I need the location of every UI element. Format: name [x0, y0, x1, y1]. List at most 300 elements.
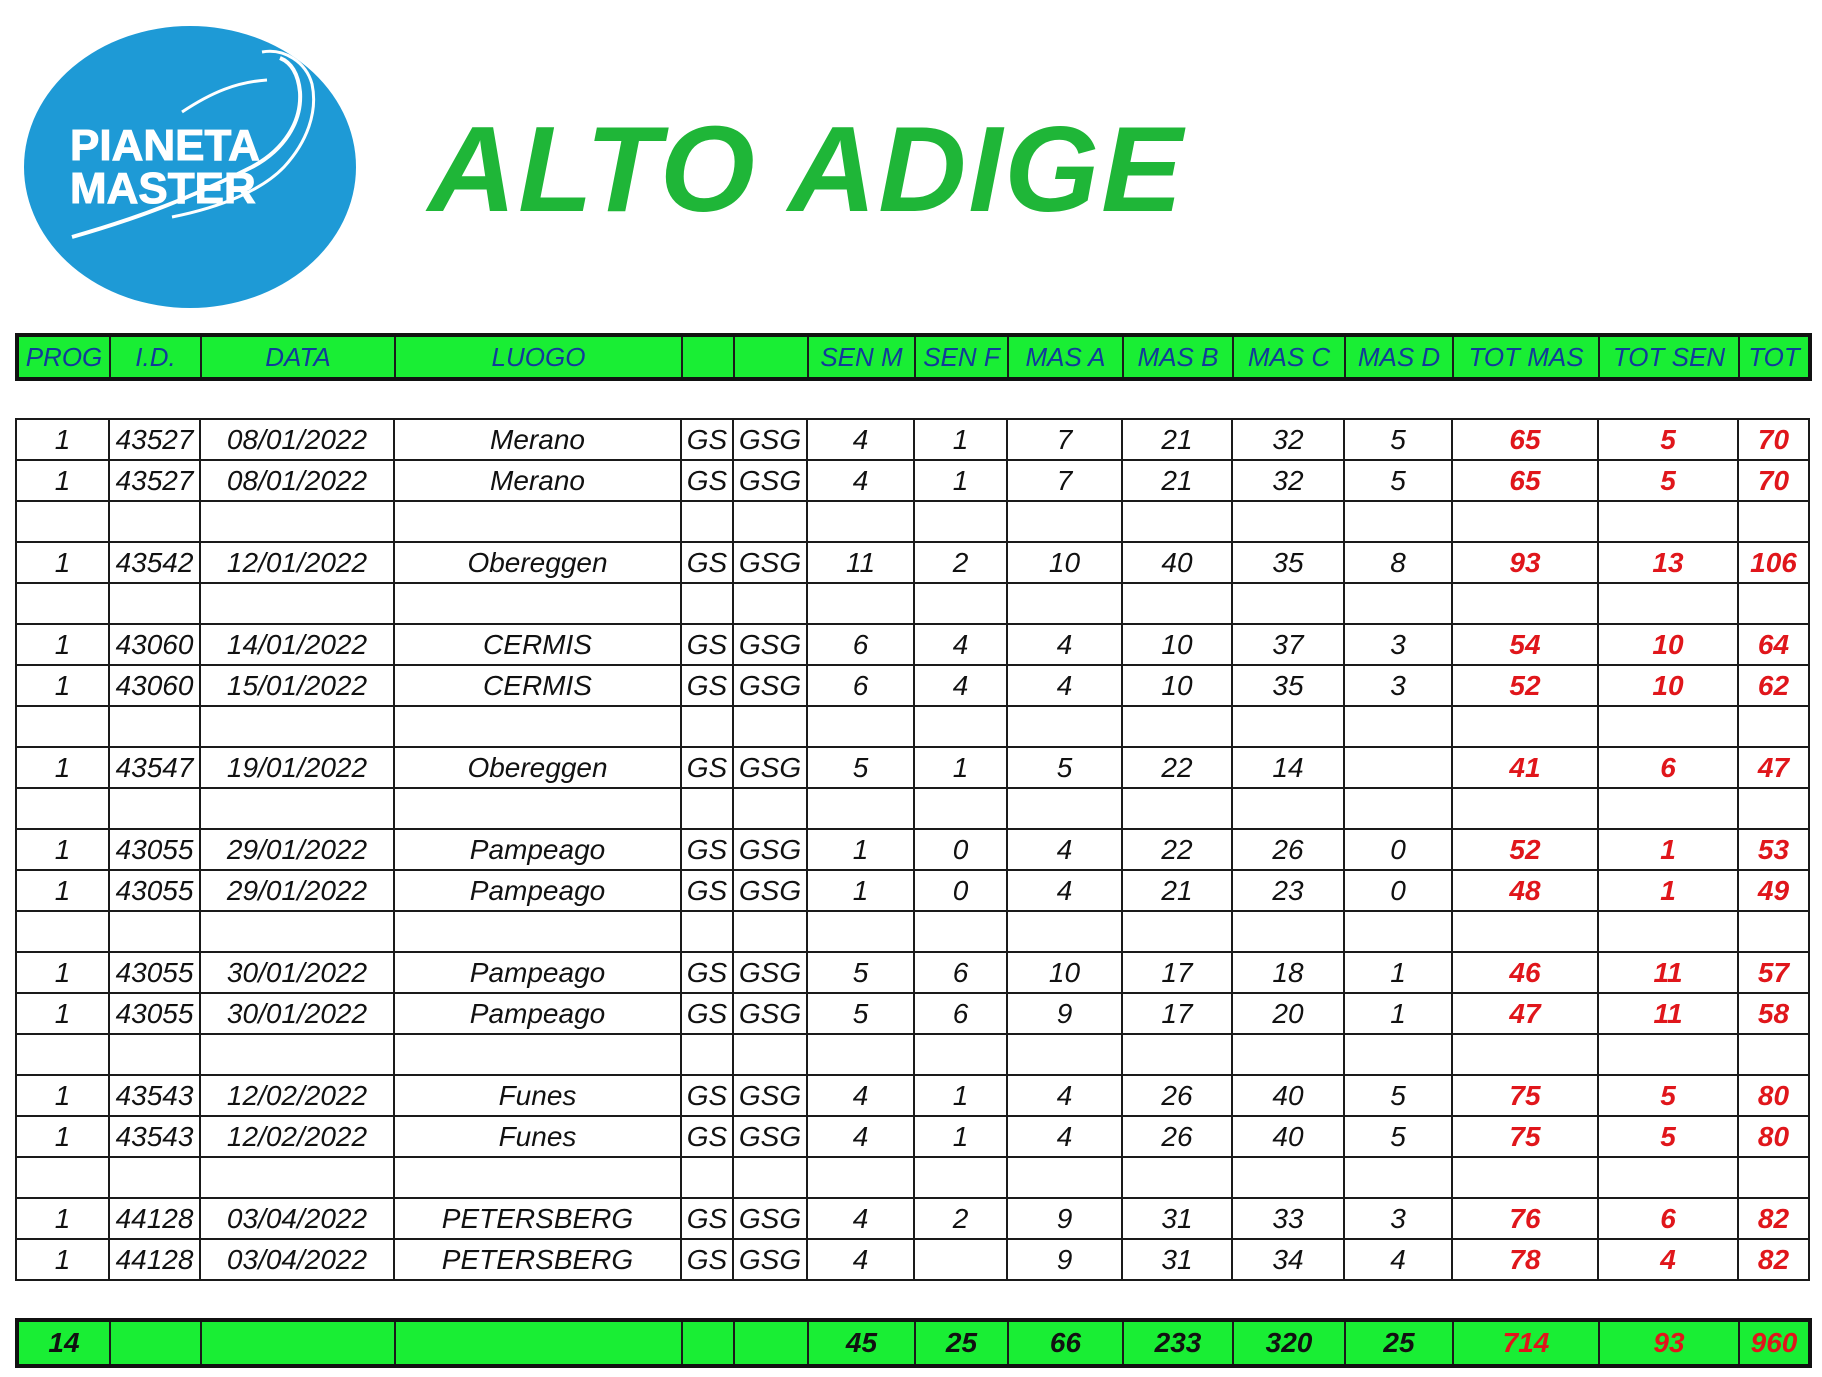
table-cell: 47 — [1452, 993, 1598, 1034]
table-cell: 9 — [1007, 1239, 1122, 1280]
table-cell — [200, 501, 394, 542]
page-title: ALTO ADIGE — [428, 101, 1185, 237]
table-cell: GSG — [733, 993, 807, 1034]
table-cell: 5 — [1598, 419, 1738, 460]
table-row — [16, 1198, 1809, 1239]
table-cell: 40 — [1232, 1116, 1344, 1157]
table-cell: 5 — [1007, 747, 1122, 788]
table-cell: 22 — [1122, 829, 1232, 870]
totals-cell: 714 — [1453, 1320, 1599, 1366]
table-cell: 58 — [1738, 993, 1809, 1034]
table-row — [16, 665, 1809, 706]
table-cell — [681, 583, 733, 624]
table-cell — [733, 1034, 807, 1075]
table-cell: 08/01/2022 — [200, 460, 394, 501]
table-row — [16, 952, 1809, 993]
table-cell — [16, 1157, 109, 1198]
header-cell — [734, 335, 808, 379]
table-cell: GS — [681, 665, 733, 706]
table-cell: Merano — [394, 460, 681, 501]
table-cell: 03/04/2022 — [200, 1239, 394, 1280]
table-cell — [1738, 706, 1809, 747]
table-cell: 08/01/2022 — [200, 419, 394, 460]
table-cell: 52 — [1452, 829, 1598, 870]
table-cell: 43055 — [109, 829, 200, 870]
table-cell — [1344, 747, 1452, 788]
totals-cell — [110, 1320, 201, 1366]
table-cell — [109, 501, 200, 542]
table-cell: CERMIS — [394, 665, 681, 706]
table-cell — [1452, 1034, 1598, 1075]
table-cell: GSG — [733, 460, 807, 501]
table-cell — [16, 788, 109, 829]
table-cell: 22 — [1122, 747, 1232, 788]
table-cell: 5 — [807, 747, 914, 788]
table-cell — [1452, 1157, 1598, 1198]
table-cell: 5 — [1598, 460, 1738, 501]
table-cell — [807, 1157, 914, 1198]
table-cell: 9 — [1007, 1198, 1122, 1239]
table-cell — [1598, 501, 1738, 542]
table-cell: 21 — [1122, 460, 1232, 501]
table-cell: 21 — [1122, 870, 1232, 911]
header-cell: MAS D — [1345, 335, 1453, 379]
table-cell: 1 — [16, 1116, 109, 1157]
table-cell: 17 — [1122, 993, 1232, 1034]
table-cell: 65 — [1452, 419, 1598, 460]
totals-cell — [201, 1320, 395, 1366]
table-cell: 1 — [16, 747, 109, 788]
table-cell — [394, 788, 681, 829]
table-cell — [16, 706, 109, 747]
table-cell: GS — [681, 1239, 733, 1280]
header-cell: MAS B — [1123, 335, 1233, 379]
table-cell: GS — [681, 829, 733, 870]
table-cell: Pampeago — [394, 870, 681, 911]
totals-cell: 45 — [808, 1320, 915, 1366]
table-cell — [1452, 583, 1598, 624]
table-cell — [394, 583, 681, 624]
table-cell: 70 — [1738, 460, 1809, 501]
table-cell: 1 — [807, 870, 914, 911]
table-cell — [1232, 706, 1344, 747]
table-cell — [914, 583, 1007, 624]
table-cell — [16, 1034, 109, 1075]
table-cell: GSG — [733, 542, 807, 583]
table-cell — [1007, 1034, 1122, 1075]
table-cell: 1 — [1598, 829, 1738, 870]
table-cell: 43547 — [109, 747, 200, 788]
table-cell: 31 — [1122, 1239, 1232, 1280]
table-row — [16, 1116, 1809, 1157]
table-cell — [807, 583, 914, 624]
table-cell: Funes — [394, 1116, 681, 1157]
table-cell — [1344, 1157, 1452, 1198]
table-cell: GS — [681, 1116, 733, 1157]
table-cell: 19/01/2022 — [200, 747, 394, 788]
table-cell: 46 — [1452, 952, 1598, 993]
table-cell — [1738, 911, 1809, 952]
table-cell: 65 — [1452, 460, 1598, 501]
table-cell — [1738, 1157, 1809, 1198]
table-cell: 82 — [1738, 1239, 1809, 1280]
table-cell: GSG — [733, 624, 807, 665]
table-cell: 26 — [1122, 1116, 1232, 1157]
table-cell: GSG — [733, 1116, 807, 1157]
table-cell: 80 — [1738, 1116, 1809, 1157]
table-cell: 4 — [1007, 870, 1122, 911]
table-cell: GSG — [733, 1075, 807, 1116]
table-cell: 6 — [807, 665, 914, 706]
table-cell: Obereggen — [394, 747, 681, 788]
table-cell — [807, 788, 914, 829]
table-cell — [914, 501, 1007, 542]
table-cell: 52 — [1452, 665, 1598, 706]
table-cell: 13 — [1598, 542, 1738, 583]
totals-cell: 25 — [1345, 1320, 1453, 1366]
table-cell: 5 — [1344, 1116, 1452, 1157]
header-cell: TOT MAS — [1453, 335, 1599, 379]
table-cell — [1344, 1034, 1452, 1075]
table-cell: 4 — [807, 419, 914, 460]
table-cell — [200, 788, 394, 829]
table-cell — [914, 706, 1007, 747]
table-cell — [1738, 1034, 1809, 1075]
table-cell — [681, 501, 733, 542]
table-cell: GSG — [733, 1198, 807, 1239]
table-cell: 43060 — [109, 624, 200, 665]
table-cell — [681, 706, 733, 747]
totals-cell: 66 — [1008, 1320, 1123, 1366]
table-cell: GSG — [733, 829, 807, 870]
table-cell: GS — [681, 952, 733, 993]
totals-cell — [734, 1320, 808, 1366]
blank-row — [16, 1034, 1809, 1075]
table-cell: 43527 — [109, 419, 200, 460]
table-row — [16, 624, 1809, 665]
header-table — [15, 333, 1812, 381]
table-cell: 32 — [1232, 460, 1344, 501]
table-cell: 2 — [914, 1198, 1007, 1239]
totals-cell — [395, 1320, 682, 1366]
table-cell: 10 — [1598, 624, 1738, 665]
table-cell: 20 — [1232, 993, 1344, 1034]
table-cell: 5 — [1344, 1075, 1452, 1116]
table-cell — [1122, 788, 1232, 829]
table-cell — [1598, 706, 1738, 747]
table-cell: 43055 — [109, 993, 200, 1034]
table-cell — [1232, 1157, 1344, 1198]
table-cell: 12/01/2022 — [200, 542, 394, 583]
table-row — [16, 1239, 1809, 1280]
table-cell: 10 — [1122, 665, 1232, 706]
table-cell: GS — [681, 460, 733, 501]
table-cell — [1598, 583, 1738, 624]
table-cell: 1 — [1344, 993, 1452, 1034]
header-cell: LUOGO — [395, 335, 682, 379]
table-cell: 11 — [1598, 993, 1738, 1034]
table-cell: Pampeago — [394, 993, 681, 1034]
table-cell — [1122, 1034, 1232, 1075]
table-cell — [394, 911, 681, 952]
table-cell — [1232, 911, 1344, 952]
table-cell: 4 — [1344, 1239, 1452, 1280]
table-cell — [109, 583, 200, 624]
table-cell: 4 — [1598, 1239, 1738, 1280]
table-cell — [681, 911, 733, 952]
table-cell — [1452, 788, 1598, 829]
table-cell: 35 — [1232, 665, 1344, 706]
table-cell: 1 — [16, 665, 109, 706]
table-cell: 80 — [1738, 1075, 1809, 1116]
table-cell — [109, 1034, 200, 1075]
table-cell: GS — [681, 993, 733, 1034]
table-cell: PETERSBERG — [394, 1198, 681, 1239]
table-cell: 37 — [1232, 624, 1344, 665]
table-cell: 49 — [1738, 870, 1809, 911]
table-cell: 15/01/2022 — [200, 665, 394, 706]
table-cell: 4 — [807, 1116, 914, 1157]
totals-cell — [682, 1320, 734, 1366]
table-cell: 0 — [914, 870, 1007, 911]
table-cell: GS — [681, 870, 733, 911]
table-cell: 40 — [1232, 1075, 1344, 1116]
table-cell: 1 — [16, 419, 109, 460]
header-cell: MAS A — [1008, 335, 1123, 379]
table-cell: PETERSBERG — [394, 1239, 681, 1280]
table-cell — [1232, 1034, 1344, 1075]
totals-cell: 320 — [1233, 1320, 1345, 1366]
table-cell — [1344, 501, 1452, 542]
table-cell — [394, 706, 681, 747]
table-cell — [1122, 706, 1232, 747]
table-cell: 82 — [1738, 1198, 1809, 1239]
table-cell: 4 — [807, 1075, 914, 1116]
table-cell: 43060 — [109, 665, 200, 706]
header-cell: SEN M — [808, 335, 915, 379]
table-cell: 29/01/2022 — [200, 870, 394, 911]
table-cell — [394, 1034, 681, 1075]
table-cell — [733, 706, 807, 747]
table-cell: Obereggen — [394, 542, 681, 583]
table-cell: GSG — [733, 665, 807, 706]
totals-cell: 25 — [915, 1320, 1008, 1366]
table-cell — [200, 911, 394, 952]
totals-cell: 93 — [1599, 1320, 1739, 1366]
table-row — [16, 747, 1809, 788]
table-cell — [1598, 1034, 1738, 1075]
table-cell: GS — [681, 747, 733, 788]
table-cell: 0 — [1344, 829, 1452, 870]
logo-line-1: PIANETA — [70, 121, 260, 170]
table-cell — [16, 501, 109, 542]
table-cell: 1 — [16, 952, 109, 993]
table-cell: 30/01/2022 — [200, 993, 394, 1034]
table-cell: 41 — [1452, 747, 1598, 788]
table-cell: 1 — [914, 747, 1007, 788]
table-cell: 8 — [1344, 542, 1452, 583]
table-cell: 4 — [914, 665, 1007, 706]
table-cell — [681, 1034, 733, 1075]
table-cell: 4 — [1007, 829, 1122, 870]
table-cell: 1 — [16, 1075, 109, 1116]
table-cell — [200, 1157, 394, 1198]
table-cell: 7 — [1007, 419, 1122, 460]
table-cell: GSG — [733, 870, 807, 911]
table-cell — [1007, 788, 1122, 829]
table-cell: 30/01/2022 — [200, 952, 394, 993]
table-cell: 6 — [807, 624, 914, 665]
header-cell: MAS C — [1233, 335, 1345, 379]
table-cell — [109, 788, 200, 829]
totals-table — [15, 1318, 1812, 1368]
table-cell: 12/02/2022 — [200, 1116, 394, 1157]
table-cell — [1232, 583, 1344, 624]
table-cell: 0 — [914, 829, 1007, 870]
table-cell: 6 — [914, 993, 1007, 1034]
table-cell — [1007, 706, 1122, 747]
table-cell: 1 — [16, 1239, 109, 1280]
logo-line-2: MASTER — [70, 164, 256, 213]
table-cell: 1 — [807, 829, 914, 870]
table-cell — [733, 788, 807, 829]
table-cell: Merano — [394, 419, 681, 460]
table-cell — [1122, 583, 1232, 624]
table-cell: GS — [681, 624, 733, 665]
table-cell — [16, 911, 109, 952]
table-cell — [807, 501, 914, 542]
table-cell — [1738, 501, 1809, 542]
header-cell — [682, 335, 734, 379]
blank-row — [16, 911, 1809, 952]
blank-row — [16, 583, 1809, 624]
table-cell — [733, 1157, 807, 1198]
table-cell: 44128 — [109, 1239, 200, 1280]
table-row — [16, 419, 1809, 460]
table-cell: GS — [681, 1075, 733, 1116]
table-cell — [914, 1239, 1007, 1280]
table-cell: CERMIS — [394, 624, 681, 665]
table-cell — [807, 911, 914, 952]
table-cell: 2 — [914, 542, 1007, 583]
table-cell — [1007, 501, 1122, 542]
table-cell — [1452, 911, 1598, 952]
table-cell: 6 — [914, 952, 1007, 993]
table-cell: 43055 — [109, 870, 200, 911]
table-cell: 1 — [914, 1116, 1007, 1157]
races-table — [15, 418, 1810, 1281]
table-cell — [1007, 1157, 1122, 1198]
table-cell: 4 — [914, 624, 1007, 665]
table-cell: 64 — [1738, 624, 1809, 665]
table-cell — [1122, 911, 1232, 952]
table-cell — [394, 501, 681, 542]
table-cell: 12/02/2022 — [200, 1075, 394, 1116]
table-cell — [807, 1034, 914, 1075]
table-cell — [1452, 501, 1598, 542]
table-cell: 1 — [16, 870, 109, 911]
totals-cell: 14 — [17, 1320, 110, 1366]
table-cell: 17 — [1122, 952, 1232, 993]
table-cell: 7 — [1007, 460, 1122, 501]
table-cell — [807, 706, 914, 747]
table-cell: 5 — [807, 993, 914, 1034]
table-cell: 1 — [16, 1198, 109, 1239]
table-cell: 5 — [807, 952, 914, 993]
table-cell: 76 — [1452, 1198, 1598, 1239]
table-cell: 4 — [807, 1239, 914, 1280]
table-cell: 10 — [1122, 624, 1232, 665]
table-cell — [1598, 911, 1738, 952]
table-cell: 5 — [1344, 419, 1452, 460]
table-cell: 31 — [1122, 1198, 1232, 1239]
table-cell: 106 — [1738, 542, 1809, 583]
table-cell: 93 — [1452, 542, 1598, 583]
table-cell: 1 — [16, 460, 109, 501]
table-cell: 57 — [1738, 952, 1809, 993]
table-cell — [1344, 911, 1452, 952]
table-cell: 1 — [16, 542, 109, 583]
table-cell: 5 — [1598, 1116, 1738, 1157]
table-cell: 43543 — [109, 1116, 200, 1157]
table-cell: 40 — [1122, 542, 1232, 583]
table-cell: 6 — [1598, 1198, 1738, 1239]
table-cell: 48 — [1452, 870, 1598, 911]
table-cell: 43543 — [109, 1075, 200, 1116]
table-cell — [109, 706, 200, 747]
header-cell: DATA — [201, 335, 395, 379]
table-cell — [1598, 788, 1738, 829]
table-cell — [394, 1157, 681, 1198]
table-cell — [109, 1157, 200, 1198]
table-cell — [733, 911, 807, 952]
table-cell: 10 — [1598, 665, 1738, 706]
table-cell: 1 — [1598, 870, 1738, 911]
table-cell: 03/04/2022 — [200, 1198, 394, 1239]
table-cell: 6 — [1598, 747, 1738, 788]
table-cell — [1738, 583, 1809, 624]
table-cell: 14 — [1232, 747, 1344, 788]
table-row — [16, 829, 1809, 870]
table-cell: 5 — [1598, 1075, 1738, 1116]
table-cell: 4 — [1007, 1116, 1122, 1157]
table-cell: GS — [681, 542, 733, 583]
table-cell — [200, 583, 394, 624]
table-cell: GSG — [733, 419, 807, 460]
table-row — [16, 542, 1809, 583]
table-cell: 1 — [16, 624, 109, 665]
table-cell: 1 — [16, 829, 109, 870]
totals-row — [17, 1320, 1810, 1366]
table-cell: 3 — [1344, 624, 1452, 665]
table-cell: 62 — [1738, 665, 1809, 706]
table-cell: 47 — [1738, 747, 1809, 788]
table-cell: 1 — [16, 993, 109, 1034]
totals-cell: 960 — [1739, 1320, 1810, 1366]
table-cell: 1 — [914, 419, 1007, 460]
table-cell: 4 — [1007, 1075, 1122, 1116]
table-cell: 26 — [1232, 829, 1344, 870]
table-cell — [681, 788, 733, 829]
header-row — [17, 335, 1810, 379]
table-cell: 43527 — [109, 460, 200, 501]
table-cell: GS — [681, 419, 733, 460]
table-cell — [914, 1157, 1007, 1198]
table-cell: 10 — [1007, 542, 1122, 583]
table-cell — [200, 1034, 394, 1075]
table-cell: 10 — [1007, 952, 1122, 993]
table-cell: 4 — [1007, 665, 1122, 706]
